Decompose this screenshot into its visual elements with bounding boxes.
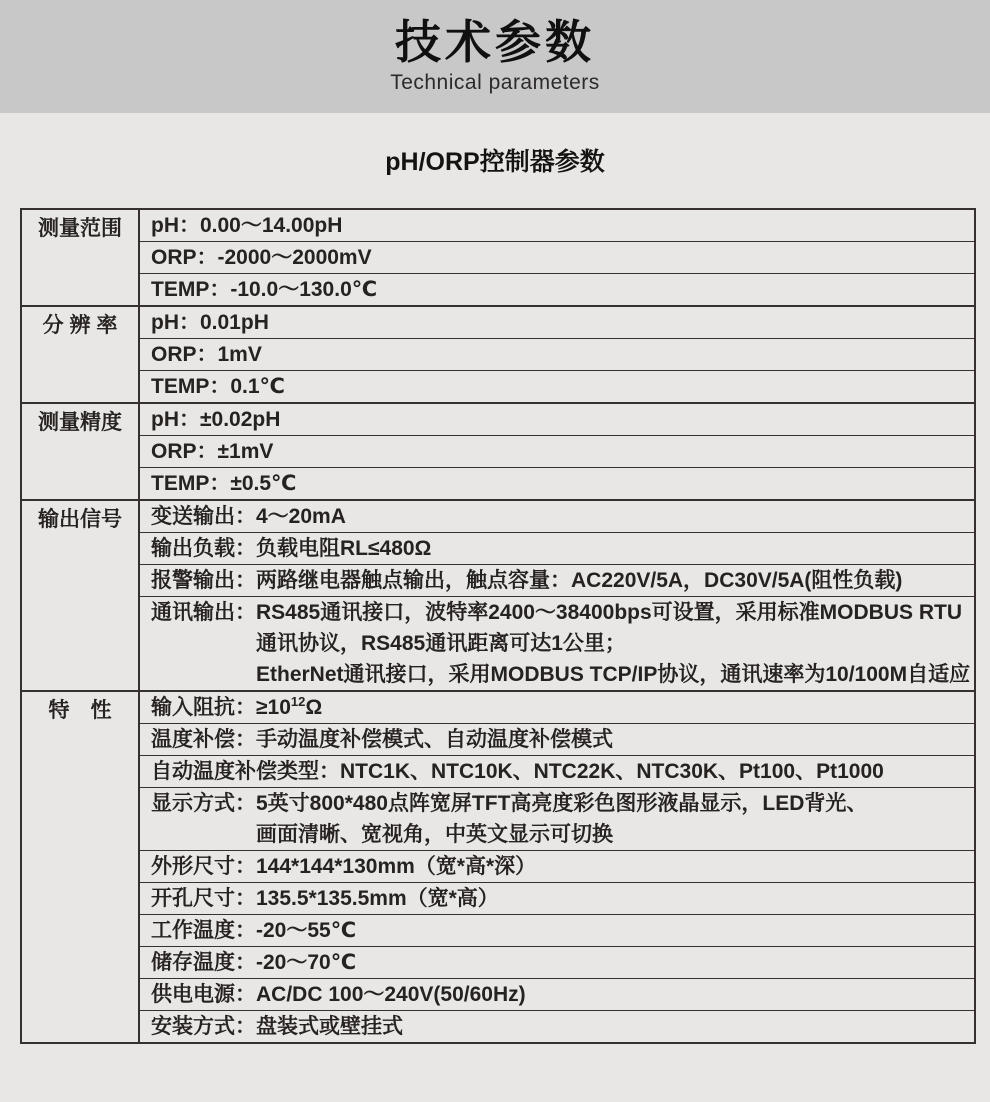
spec-row [140,946,974,978]
spec-line: 显示方式：5英寸800*480点阵宽屏TFT高亮度彩色图形液晶显示，LED背光、 [151,792,868,815]
section-title: pH/ORP控制器参数 [385,148,605,176]
spec-line: 储存温度：-20～70℃ [151,951,357,974]
spec-line: ORP：1mV [151,343,262,366]
impedance-suffix: Ω [305,696,323,719]
spec-row [140,1010,974,1042]
spec-row [140,435,974,467]
spec-line: 安装方式：盘装式或壁挂式 [151,1015,403,1038]
header-banner [0,0,990,113]
spec-row [140,467,974,499]
spec-row [140,307,974,338]
impedance-exponent: 12 [290,694,306,709]
spec-line: pH：±0.02pH [151,408,281,431]
spec-line: 供电电源：AC/DC 100～240V(50/60Hz) [151,983,526,1006]
spec-line: 外形尺寸：144*144*130mm（宽*高*深） [151,855,537,878]
group-label: 测量精度 [22,404,140,499]
spec-row [140,914,974,946]
spec-line: pH：0.00～14.00pH [151,214,343,237]
spec-row [140,564,974,596]
spec-row [140,850,974,882]
spec-row [140,370,974,402]
spec-line-continuation: 通讯协议，RS485通讯距离可达1公里； [256,632,626,655]
spec-line: TEMP：-10.0～130.0℃ [151,278,378,301]
group-rows [140,210,974,305]
spec-line-continuation: EtherNet通讯接口，采用MODBUS TCP/IP协议，通讯速率为10/100M自适应 [256,663,971,686]
spec-row [140,755,974,787]
spec-line [140,692,974,723]
spec-line: 工作温度：-20～55℃ [151,919,357,942]
spec-row-input-impedance [140,692,974,723]
spec-row [140,404,974,435]
group-label: 测量范围 [22,210,140,305]
spec-group-accuracy [22,402,974,499]
spec-row-communication [140,596,974,690]
group-label: 分 辨 率 [22,307,140,402]
group-rows [140,307,974,402]
spec-line: ORP：±1mV [151,440,274,463]
spec-group-output-signal [22,499,974,690]
spec-line: 开孔尺寸：135.5*135.5mm（宽*高） [151,887,499,910]
group-rows [140,404,974,499]
spec-row [140,273,974,305]
spec-line: 通讯输出：RS485通讯接口，波特率2400～38400bps可设置，采用标准MODBUS RTU [151,601,962,624]
spec-line: pH：0.01pH [151,311,269,334]
spec-row [140,210,974,241]
spec-row [140,338,974,370]
group-label: 输出信号 [22,501,140,690]
spec-line-continuation: 画面清晰、宽视角，中英文显示可切换 [256,823,613,846]
spec-row [140,501,974,532]
spec-row [140,241,974,273]
spec-line: ORP：-2000～2000mV [151,246,372,269]
group-rows [140,692,974,1042]
spec-table [20,208,976,1044]
group-label: 特 性 [22,692,140,1042]
spec-row [140,978,974,1010]
spec-line: 温度补偿：手动温度补偿模式、自动温度补偿模式 [151,728,613,751]
spec-line: 报警输出：两路继电器触点输出，触点容量：AC220V/5A，DC30V/5A(阻性负载) [151,569,903,592]
spec-line: 变送输出：4～20mA [151,505,346,528]
spec-line: 输出负载：负载电阻RL≤480Ω [151,537,432,560]
page-title: 技术参数 [395,16,595,68]
spec-row-display [140,787,974,850]
spec-group-resolution [22,305,974,402]
spec-group-measure-range [22,210,974,305]
impedance-prefix: 输入阻抗：≥10 [151,696,291,719]
spec-row [140,532,974,564]
spec-row [140,723,974,755]
spec-line: 自动温度补偿类型：NTC1K、NTC10K、NTC22K、NTC30K、Pt100、Pt1000 [151,760,884,783]
spec-group-features [22,690,974,1042]
spec-row [140,882,974,914]
group-rows [140,501,974,690]
spec-line: TEMP：±0.5℃ [151,472,297,495]
spec-line: TEMP：0.1℃ [151,375,285,398]
page-subtitle: Technical parameters [390,71,600,94]
